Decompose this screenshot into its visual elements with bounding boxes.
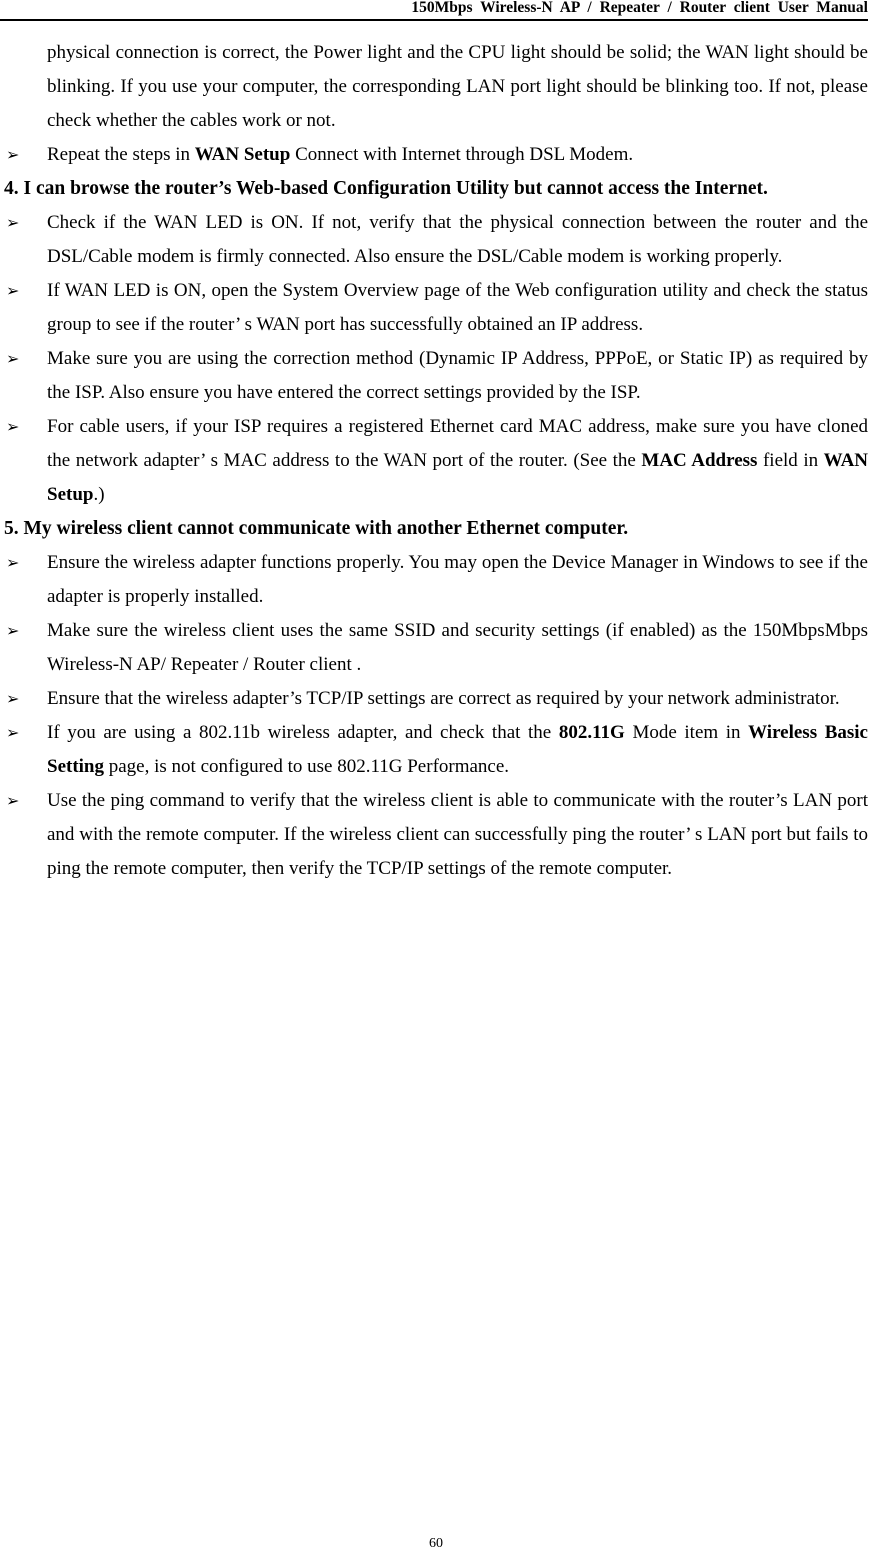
arrow-bullet-icon: ➢	[6, 349, 20, 368]
list-item: ➢ Ensure that the wireless adapter’s TCP/IP settings are correct as required by your network administrator.	[0, 682, 868, 716]
wan-setup-ref: WAN Setup	[194, 144, 291, 165]
section-5-heading: 5. My wireless client cannot communicate with another Ethernet computer.	[4, 518, 629, 539]
list-item: ➢ If WAN LED is ON, open the System Overview page of the Web configuration utility and check the status group to see if the router’ s WAN port has successfully obtained an IP address.	[0, 274, 868, 342]
manual-title: 150Mbps Wireless-N AP / Repeater / Router client User Manual	[411, 0, 868, 16]
list-item: ➢ Repeat the steps in WAN Setup Connect with Internet through DSL Modem.	[0, 138, 868, 172]
list-item: ➢ For cable users, if your ISP requires a registered Ethernet card MAC address, make sure you have cloned the network adapter’ s MAC address to the WAN port of the router. (See the MAC Address field in WAN Setup.)	[0, 410, 868, 512]
wireless-basic-setting-ref: Wireless Basic Setting	[47, 722, 868, 777]
list-item: ➢ Ensure the wireless adapter functions properly. You may open the Device Manager in Windows to see if the adapter is properly installed.	[0, 546, 868, 614]
arrow-bullet-icon: ➢	[6, 213, 20, 232]
arrow-bullet-icon: ➢	[6, 689, 20, 708]
arrow-bullet-icon: ➢	[6, 621, 20, 640]
mac-address-ref: MAC Address	[641, 450, 758, 471]
list-item: ➢ Make sure you are using the correction method (Dynamic IP Address, PPPoE, or Static IP) as required by the ISP. Also ensure you have entered the correct settings provided by the ISP.	[0, 342, 868, 410]
list-item: ➢ If you are using a 802.11b wireless adapter, and check that the 802.11G Mode item in Wireless Basic Setting page, is not configured to use 802.11G Performance.	[0, 716, 868, 784]
arrow-bullet-icon: ➢	[6, 791, 20, 810]
page-content	[0, 36, 868, 886]
arrow-bullet-icon: ➢	[6, 145, 20, 164]
page-header	[0, 0, 868, 21]
list-item: ➢ Make sure the wireless client uses the same SSID and security settings (if enabled) as the 150MbpsMbps Wireless-N AP/ Repeater / Router client .	[0, 614, 868, 682]
arrow-bullet-icon: ➢	[6, 553, 20, 572]
page-number: 60	[429, 1536, 443, 1551]
arrow-bullet-icon: ➢	[6, 281, 20, 300]
section-4-heading: 4. I can browse the router’s Web-based Configuration Utility but cannot access the Internet.	[4, 178, 768, 199]
intro-paragraph: physical connection is correct, the Power light and the CPU light should be solid; the WAN light should be blinking. If you use your computer, the corresponding LAN port light should be blinking too. If not, please check whether the cables work or not.	[47, 42, 868, 131]
list-item: ➢ Check if the WAN LED is ON. If not, verify that the physical connection between the router and the DSL/Cable modem is firmly connected. Also ensure the DSL/Cable modem is working properly.	[0, 206, 868, 274]
mode-802-11g-ref: 802.11G	[558, 722, 625, 743]
arrow-bullet-icon: ➢	[6, 723, 20, 742]
wan-setup-ref: WAN Setup	[47, 450, 869, 505]
arrow-bullet-icon: ➢	[6, 417, 20, 436]
list-item: ➢ Use the ping command to verify that the wireless client is able to communicate with the router’s LAN port and with the remote computer. If the wireless client can successfully ping the router’ s LAN port but fails to ping the remote computer, then verify the TCP/IP settings of the remote computer.	[0, 784, 868, 886]
